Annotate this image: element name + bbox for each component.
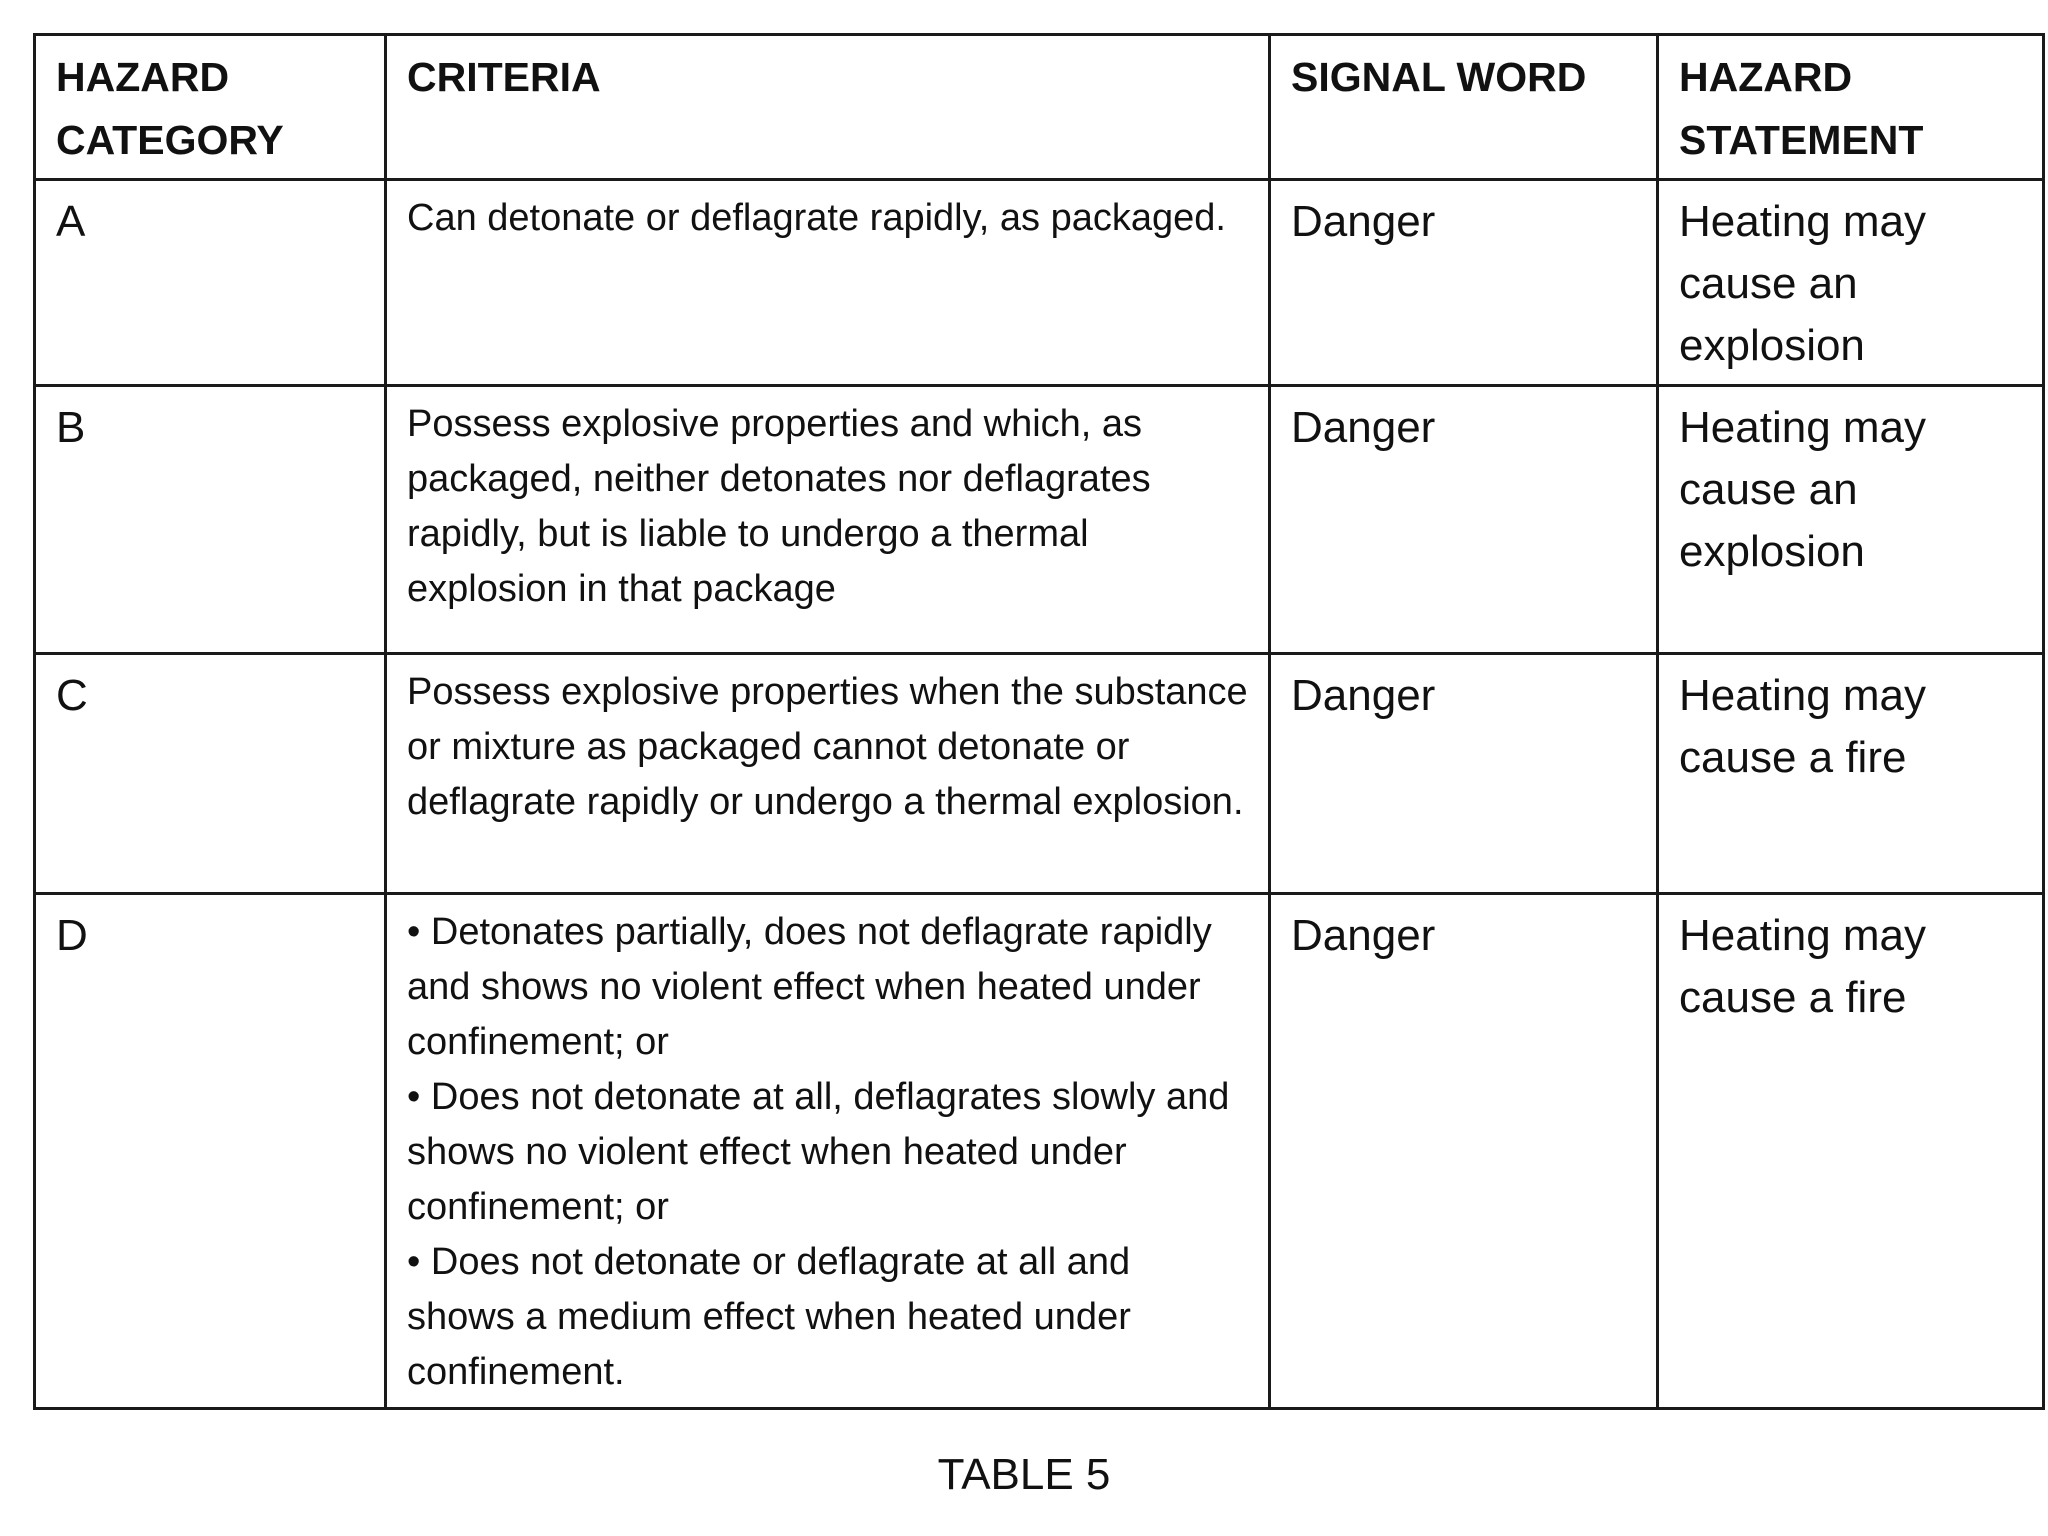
signal-word-cell: Danger xyxy=(1270,386,1658,654)
criteria-cell: Possess explosive properties when the substance or mixture as packaged cannot detonate or deflagrate rapidly or undergo a thermal explosion. xyxy=(386,654,1270,894)
criteria-cell xyxy=(386,894,1270,1409)
table-row xyxy=(35,180,2044,386)
table-header-row xyxy=(35,35,2044,180)
header-signal-word: SIGNAL WORD xyxy=(1270,35,1658,180)
hazard-category-cell: C xyxy=(35,654,386,894)
hazard-classification-table xyxy=(33,33,2045,1410)
criteria-bullet-item: • Does not detonate or deflagrate at all and shows a medium effect when heated under confinement. xyxy=(407,1235,1248,1400)
hazard-category-cell: A xyxy=(35,180,386,386)
hazard-statement-cell: Heating may cause a fire xyxy=(1658,654,2044,894)
table-row xyxy=(35,654,2044,894)
signal-word-cell: Danger xyxy=(1270,654,1658,894)
header-hazard-category: HAZARD CATEGORY xyxy=(35,35,386,180)
table-row xyxy=(35,894,2044,1409)
criteria-cell: Can detonate or deflagrate rapidly, as packaged. xyxy=(386,180,1270,386)
table-row xyxy=(35,386,2044,654)
signal-word-cell: Danger xyxy=(1270,894,1658,1409)
hazard-statement-cell: Heating may cause a fire xyxy=(1658,894,2044,1409)
criteria-bullet-item: • Detonates partially, does not deflagrate rapidly and shows no violent effect when heated under confinement; or xyxy=(407,905,1248,1070)
hazard-category-cell: B xyxy=(35,386,386,654)
hazard-statement-cell: Heating may cause an explosion xyxy=(1658,386,2044,654)
hazard-statement-cell: Heating may cause an explosion xyxy=(1658,180,2044,386)
signal-word-cell: Danger xyxy=(1270,180,1658,386)
hazard-category-cell: D xyxy=(35,894,386,1409)
table-caption: TABLE 5 xyxy=(937,1450,1111,1499)
header-criteria: CRITERIA xyxy=(386,35,1270,180)
criteria-bullet-item: • Does not detonate at all, deflagrates slowly and shows no violent effect when heated under confinement; or xyxy=(407,1070,1248,1235)
criteria-cell: Possess explosive properties and which, as packaged, neither detonates nor deflagrates rapidly, but is liable to undergo a thermal explosion in that package xyxy=(386,386,1270,654)
header-hazard-statement: HAZARD STATEMENT xyxy=(1658,35,2044,180)
